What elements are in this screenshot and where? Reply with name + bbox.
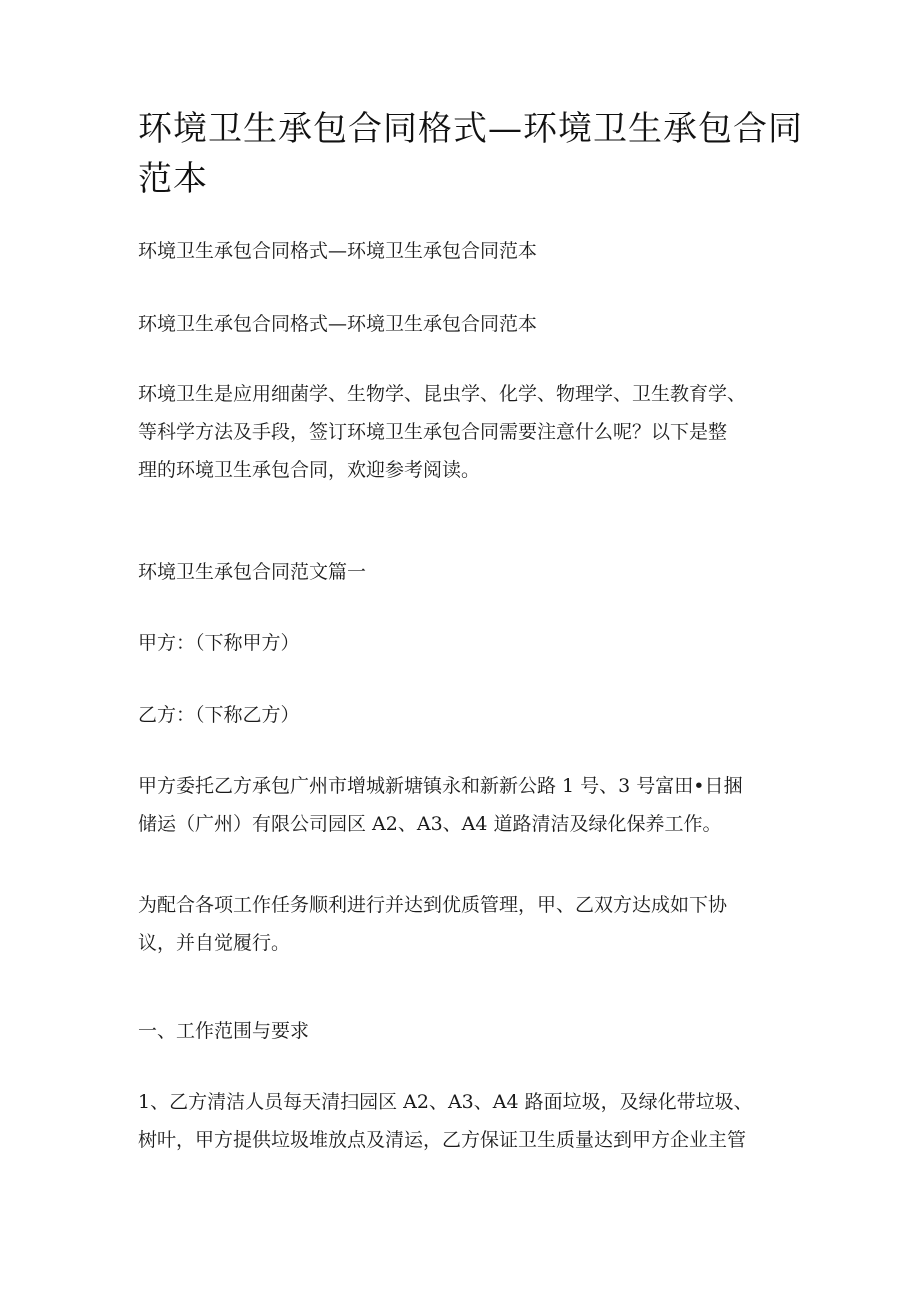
party-b-text: 乙方：（下称乙方） xyxy=(138,704,300,726)
intro-line-2: 等科学方法及手段，签订环境卫生承包合同需要注意什么呢？以下是整 xyxy=(138,421,728,443)
intro-line-1: 环境卫生是应用细菌学、生物学、昆虫学、化学、物理学、卫生教育学、 xyxy=(138,383,747,405)
party-b xyxy=(138,696,788,734)
agreement-paragraph xyxy=(138,886,788,962)
subtitle-2-text: 环境卫生承包合同格式—环境卫生承包合同范本 xyxy=(138,313,538,335)
intro-paragraph xyxy=(138,375,788,489)
subtitle-1 xyxy=(138,232,788,270)
party-a-text: 甲方：（下称甲方） xyxy=(138,632,300,654)
intro-line-3: 理的环境卫生承包合同，欢迎参考阅读。 xyxy=(138,459,481,481)
section-title-text: 环境卫生承包合同范文篇一 xyxy=(138,561,367,583)
commission-line-1: 甲方委托乙方承包广州市增城新塘镇永和新新公路 1 号、3 号富田•日捆 xyxy=(138,775,743,797)
clause-heading-text: 一、工作范围与要求 xyxy=(138,1020,310,1042)
clause-1-paragraph xyxy=(138,1083,788,1159)
commission-line-2: 储运（广州）有限公司园区 A2、A3、A4 道路清洁及绿化保养工作。 xyxy=(138,813,722,835)
title-line-1: 环境卫生承包合同格式—环境卫生承包合同 xyxy=(138,109,803,149)
document-title xyxy=(138,104,803,204)
agreement-line-1: 为配合各项工作任务顺利进行并达到优质管理，甲、乙双方达成如下协 xyxy=(138,894,728,916)
clause-1-line-1: 1、乙方清洁人员每天清扫园区 A2、A3、A4 路面垃圾，及绿化带垃圾、 xyxy=(138,1091,753,1113)
subtitle-1-text: 环境卫生承包合同格式—环境卫生承包合同范本 xyxy=(138,240,538,262)
party-a xyxy=(138,624,788,662)
section-title xyxy=(138,553,788,591)
subtitle-2 xyxy=(138,305,788,343)
clause-1-line-2: 树叶，甲方提供垃圾堆放点及清运，乙方保证卫生质量达到甲方企业主管 xyxy=(138,1129,747,1151)
clause-heading xyxy=(138,1012,788,1050)
commission-paragraph xyxy=(138,767,788,843)
title-line-2: 范本 xyxy=(138,159,208,199)
agreement-line-2: 议，并自觉履行。 xyxy=(138,932,291,954)
